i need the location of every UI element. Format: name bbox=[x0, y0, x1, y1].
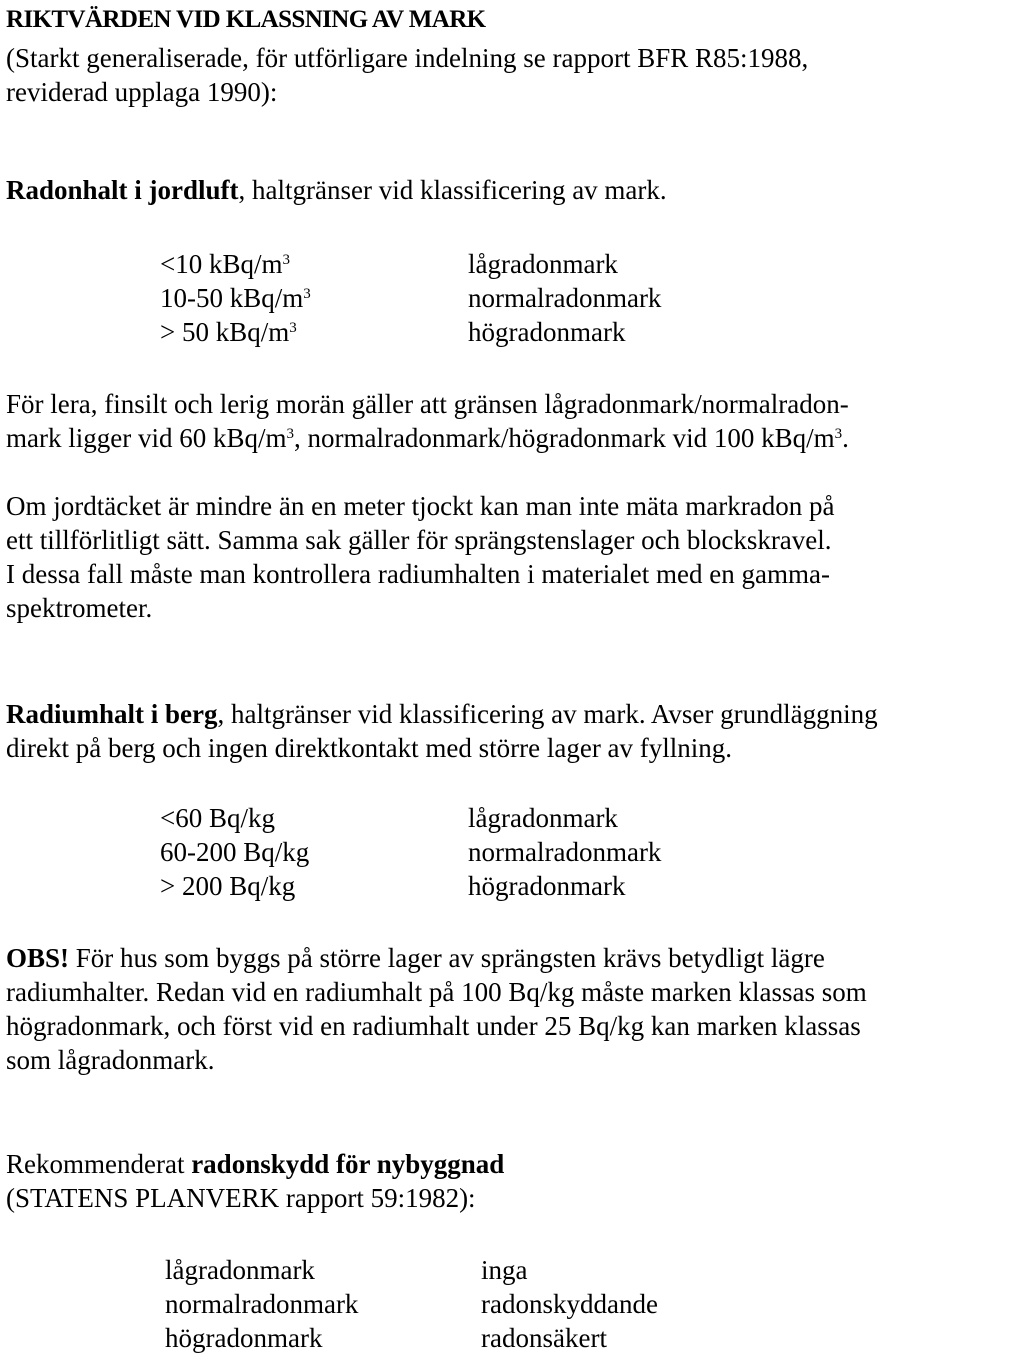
radium-limit-3: > 200 Bq/kg bbox=[160, 871, 296, 901]
radon-heading-rest: , haltgränser vid klassificering av mark. bbox=[238, 175, 667, 205]
radon-heading-bold: Radonhalt i jordluft bbox=[6, 175, 239, 205]
radium-heading-bold: Radiumhalt i berg bbox=[6, 699, 218, 729]
protection-measure-3: radonsäkert bbox=[481, 1323, 607, 1353]
radium-limit-1: <60 Bq/kg bbox=[160, 803, 275, 833]
radon-class-2: normalradonmark bbox=[468, 283, 662, 313]
radon-class-1: lågradonmark bbox=[468, 249, 618, 279]
soil-note-line-3: I dessa fall måste man kontrollera radiumhalten i materialet med en gamma- bbox=[6, 559, 830, 589]
document-title: RIKTVÄRDEN VID KLASSNING AV MARK bbox=[6, 6, 486, 33]
obs-note-line-4: som lågradonmark. bbox=[6, 1045, 215, 1075]
obs-note-line-2: radiumhalter. Redan vid en radiumhalt på 100 Bq/kg måste marken klassas som bbox=[6, 977, 867, 1007]
protection-class-1: lågradonmark bbox=[165, 1255, 315, 1285]
radon-limits-column bbox=[160, 248, 311, 350]
obs-note-line-1: OBS! För hus som byggs på större lager av sprängsten krävs betydligt lägre bbox=[6, 943, 825, 973]
subtitle-line-1: (Starkt generaliserade, för utförligare indelning se rapport BFR R85:1988, bbox=[6, 43, 809, 73]
radium-class-1: lågradonmark bbox=[468, 803, 618, 833]
soil-note-line-2: ett tillförlitligt sätt. Samma sak gäller för sprängstenslager och blockskravel. bbox=[6, 525, 832, 555]
radon-class-column bbox=[468, 248, 661, 350]
soil-note-line-1: Om jordtäcket är mindre än en meter tjockt kan man inte mäta markradon på bbox=[6, 491, 835, 521]
radium-section-line-2: direkt på berg och ingen direktkontakt med större lager av fyllning. bbox=[6, 733, 733, 763]
protection-class-column bbox=[165, 1254, 358, 1356]
radon-limit-2: 10-50 kBq/$m^3$ bbox=[160, 283, 311, 313]
obs-note-line-3: högradonmark, och först vid en radiumhalt under 25 Bq/kg kan marken klassas bbox=[6, 1011, 861, 1041]
radium-class-column bbox=[468, 802, 661, 904]
protection-measure-column bbox=[481, 1254, 658, 1356]
radon-limit-1: <10 kBq/$m^3$ bbox=[160, 249, 290, 279]
radon-section-heading bbox=[6, 174, 667, 206]
soil-note-line-4: spektrometer. bbox=[6, 593, 153, 623]
protection-class-3: högradonmark bbox=[165, 1323, 323, 1353]
protection-measure-2: radonskyddande bbox=[481, 1289, 658, 1319]
protection-section-heading: Rekommenderat radonskydd för nybyggnad bbox=[6, 1149, 505, 1179]
radon-limit-3: > 50 kBq/$m^3$ bbox=[160, 317, 297, 347]
radium-class-2: normalradonmark bbox=[468, 837, 662, 867]
radium-heading-rest: , haltgränser vid klassificering av mark. Avser grundläggning bbox=[217, 699, 878, 729]
clay-note-line-1: För lera, finsilt och lerig morän gäller att gränsen lågradonmark/normalradon- bbox=[6, 389, 849, 419]
clay-note-line-2: mark ligger vid 60 kBq/$m^3$, normalradonmark/högradonmark vid 100 kBq/$m^3$. bbox=[6, 423, 849, 453]
protection-section-line-2: (STATENS PLANVERK rapport 59:1982): bbox=[6, 1183, 476, 1213]
protection-class-2: normalradonmark bbox=[165, 1289, 359, 1319]
radium-limits-column bbox=[160, 802, 309, 904]
radium-section-heading bbox=[6, 698, 878, 730]
radon-class-3: högradonmark bbox=[468, 317, 626, 347]
radium-limit-2: 60-200 Bq/kg bbox=[160, 837, 310, 867]
obs-label: OBS! bbox=[6, 943, 70, 973]
protection-measure-1: inga bbox=[481, 1255, 528, 1285]
subtitle-line-2: reviderad upplaga 1990): bbox=[6, 77, 278, 107]
radium-class-3: högradonmark bbox=[468, 871, 626, 901]
protection-heading-bold: radonskydd för nybyggnad bbox=[191, 1149, 505, 1179]
